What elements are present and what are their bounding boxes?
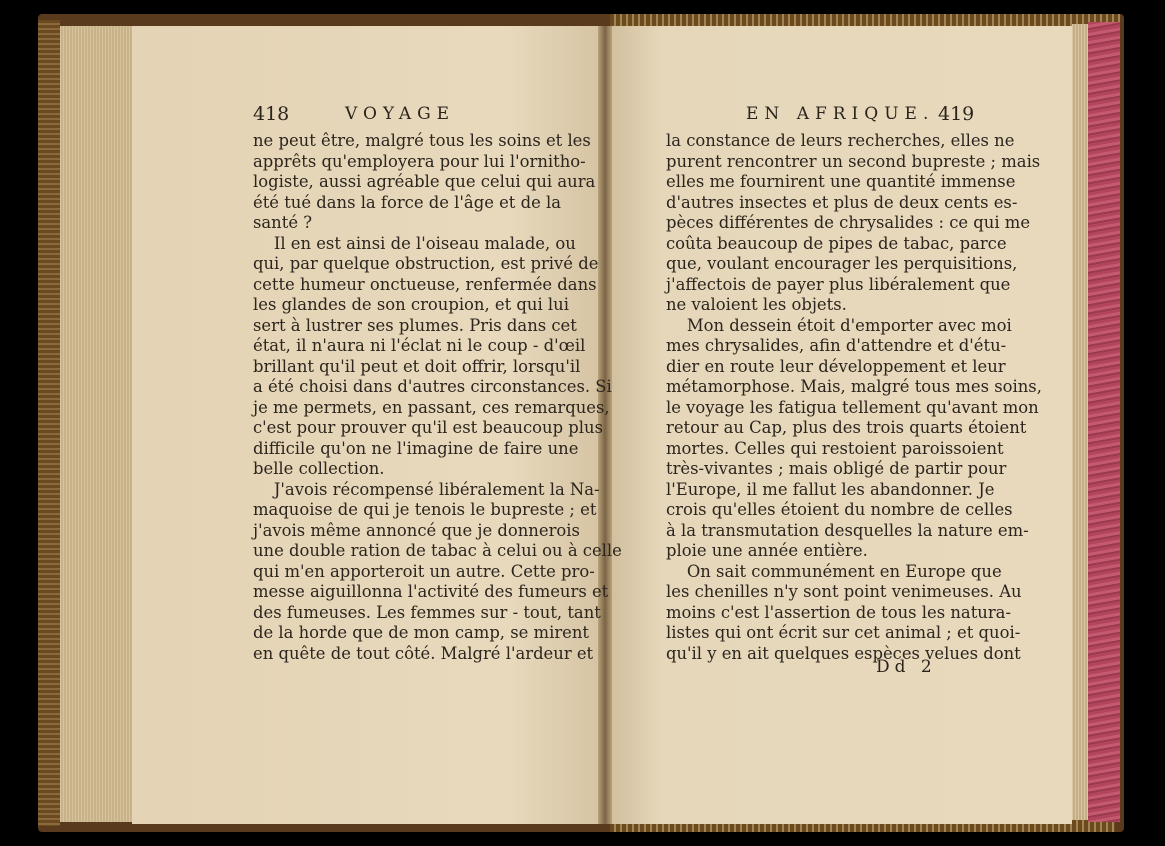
text-line: difficile qu'on ne l'imagine de faire une — [253, 438, 579, 458]
text-line: Il en est ainsi de l'oiseau malade, ou — [253, 233, 576, 253]
text-line: une double ration de tabac à celui ou à celle — [253, 541, 622, 560]
signature-mark: Dd 2 — [876, 657, 937, 677]
book-cover-edge-left — [38, 20, 60, 826]
text-line: qu'il y en ait quelques espèces velues dont — [666, 643, 1021, 663]
text-line: santé ? — [253, 213, 313, 232]
left-page-number: 418 — [253, 103, 290, 125]
text-line: mes chrysalides, afin d'attendre et d'étu- — [666, 336, 1007, 355]
text-line: messe aiguillonna l'activité des fumeurs et — [253, 582, 609, 601]
text-line: des fumeuses. Les femmes sur - tout, tant — [253, 602, 601, 622]
page-block-edge-left — [60, 26, 135, 822]
text-line: métamorphose. Mais, malgré tous mes soins, — [666, 377, 1042, 396]
text-line: maquoise de qui je tenois le bupreste ; et — [253, 500, 597, 519]
text-line: l'Europe, il me fallut les abandonner. Je — [666, 479, 995, 499]
text-line: purent rencontrer un second bupreste ; mais — [666, 151, 1041, 171]
text-line: en quête de tout côté. Malgré l'ardeur et — [253, 643, 594, 663]
text-line: été tué dans la force de l'âge et de la — [253, 192, 562, 212]
text-line: la constance de leurs recherches, elles ne — [666, 131, 1015, 150]
right-page-number: 419 — [938, 103, 975, 125]
text-line: apprêts qu'employera pour lui l'ornitho- — [253, 151, 586, 171]
text-line: j'affectois de payer plus libéralement que — [666, 274, 1011, 294]
text-line: ne valoient les objets. — [666, 295, 847, 314]
text-line: cette humeur onctueuse, renfermée dans — [253, 274, 597, 294]
right-running-head: EN AFRIQUE. — [746, 104, 935, 124]
text-line: logiste, aussi agréable que celui qui aura — [253, 172, 596, 191]
text-line: retour au Cap, plus des trois quarts étoient — [666, 418, 1027, 437]
text-line: mortes. Celles qui restoient paroissoient — [666, 438, 1004, 458]
text-line: d'autres insectes et plus de deux cents es- — [666, 192, 1018, 212]
text-line: qui m'en apporteroit un autre. Cette pro- — [253, 561, 595, 581]
text-line: les glandes de son croupion, et qui lui — [253, 295, 569, 314]
text-line: listes qui ont écrit sur cet animal ; et quoi- — [666, 623, 1021, 642]
text-line: J'avois récompensé libéralement la Na- — [253, 479, 600, 499]
text-line: moins c'est l'assertion de tous les natura- — [666, 602, 1011, 622]
text-line: qui, par quelque obstruction, est privé de — [253, 254, 599, 273]
text-line: ne peut être, malgré tous les soins et les — [253, 131, 591, 150]
text-line: je me permets, en passant, ces remarques, — [253, 397, 610, 417]
text-line: pèces différentes de chrysalides : ce qui me — [666, 213, 1031, 232]
text-line: sert à lustrer ses plumes. Pris dans cet — [253, 315, 577, 335]
text-line: a été choisi dans d'autres circonstances. Si — [253, 377, 612, 396]
text-line: de la horde que de mon camp, se mirent — [253, 623, 590, 642]
text-line: c'est pour prouver qu'il est beaucoup plus — [253, 418, 603, 437]
text-line: très-vivantes ; mais obligé de partir pour — [666, 459, 1007, 478]
text-line: j'avois même annoncé que je donnerois — [253, 520, 580, 540]
text-line: dier en route leur développement et leur — [666, 356, 1006, 376]
text-line: On sait communément en Europe que — [666, 561, 1002, 581]
text-line: crois qu'elles étoient du nombre de celles — [666, 500, 1013, 519]
text-line: elles me fournirent une quantité immense — [666, 172, 1016, 191]
left-running-head: VOYAGE — [345, 104, 456, 124]
text-line: le voyage les fatigua tellement qu'avant mon — [666, 397, 1039, 417]
right-page-text — [666, 131, 1042, 664]
marbled-endpaper — [1088, 22, 1120, 822]
text-line: Mon dessein étoit d'emporter avec moi — [666, 315, 1012, 335]
text-line: coûta beaucoup de pipes de tabac, parce — [666, 233, 1007, 253]
text-line: que, voulant encourager les perquisitions, — [666, 254, 1018, 273]
text-line: brillant qu'il peut et doit offrir, lorsqu'il — [253, 356, 581, 376]
text-line: ploie une année entière. — [666, 541, 868, 560]
text-line: à la transmutation desquelles la nature em- — [666, 520, 1029, 540]
left-page-text — [253, 131, 622, 664]
text-line: état, il n'aura ni l'éclat ni le coup - d'œil — [253, 336, 586, 355]
text-line: les chenilles n'y sont point venimeuses. Au — [666, 582, 1022, 601]
text-line: belle collection. — [253, 459, 385, 478]
